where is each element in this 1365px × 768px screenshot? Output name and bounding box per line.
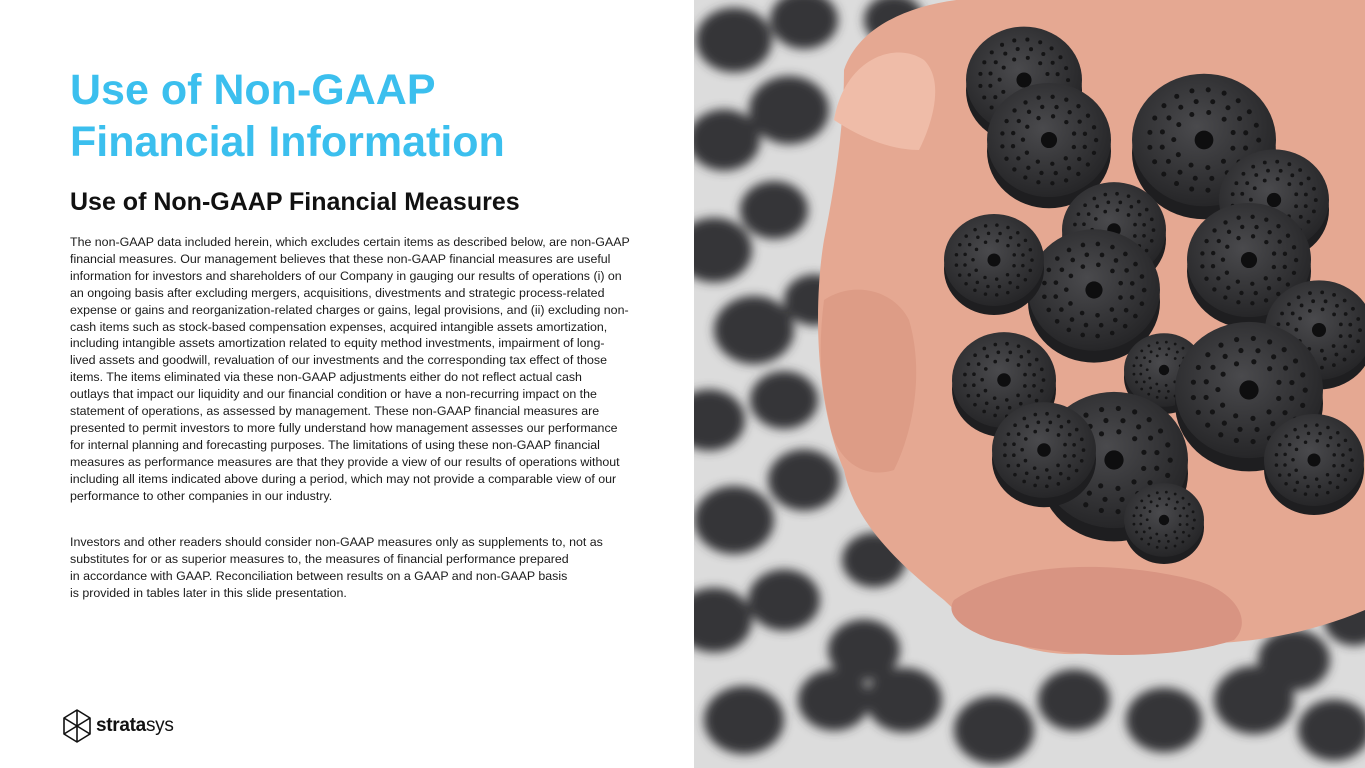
hand-holding-3d-printed-parts-image: [694, 0, 1365, 768]
background-part: [1126, 688, 1202, 753]
printed-part: [1124, 483, 1204, 564]
paragraph-1: [70, 234, 650, 505]
background-part: [704, 686, 784, 754]
text-line: for internal planning and forecasting purposes. The limitations of using these non-GAAP financial: [70, 437, 600, 452]
text-line: in accordance with GAAP. Reconciliation between results on a GAAP and non-GAAP basis: [70, 568, 568, 583]
text-line: Investors and other readers should consider non-GAAP measures only as supplements to, not as: [70, 535, 603, 549]
printed-part: [944, 214, 1044, 315]
background-part: [749, 76, 829, 144]
stratasys-logo: [62, 708, 174, 744]
background-part: [768, 449, 840, 510]
printed-part: [1264, 414, 1364, 515]
background-part: [750, 371, 818, 429]
background-part: [828, 619, 900, 680]
paragraph-2: [70, 534, 650, 602]
page-title-line-1: Use of Non-GAAP: [70, 66, 436, 114]
text-line: The non-GAAP data included herein, which excludes certain items as described below, are non-GAAP: [70, 235, 630, 249]
background-part: [714, 296, 794, 364]
background-part: [696, 8, 772, 73]
text-line: including intangible assets amortization related to equity method investments, impairment of long-: [70, 336, 605, 351]
text-line: performance to other companies in our industry.: [70, 488, 333, 503]
background-part: [1038, 669, 1110, 730]
page-title: [70, 64, 630, 168]
text-line: an ongoing basis after excluding mergers, acquisitions, divestments and strategic process-related: [70, 285, 605, 300]
text-line: outlays that impact our liquidity and our financial condition or have a non-recurring impact on the: [70, 387, 597, 402]
background-part: [694, 486, 774, 554]
text-line: lived assets and goodwill, revaluation of our investments and the corresponding tax effect of those: [70, 353, 608, 368]
stratasys-mark-icon: [62, 709, 92, 743]
text-line: financial measures. Our management believes that these non-GAAP financial measures are useful: [70, 251, 611, 266]
text-line: including all items indicated above during a period, which may not provide a comparable view of our: [70, 471, 617, 486]
section-subtitle: Use of Non-GAAP Financial Measures: [70, 188, 520, 216]
text-line: is provided in tables later in this slide presentation.: [70, 585, 347, 600]
text-line: substitutes for or as superior measures to, the measures of financial performance prepared: [70, 551, 569, 566]
text-line: information for investors and shareholders of our Company in gauging our results of operations (i) on: [70, 268, 622, 283]
background-part: [954, 696, 1034, 764]
background-part: [1258, 629, 1330, 690]
text-line: measures as performance measures are that they provide a view of our results of operations without: [70, 454, 620, 469]
background-part: [748, 569, 820, 630]
printed-part: [992, 402, 1096, 507]
text-line: items. The items eliminated via these non-GAAP adjustments either do not reflect actual cash: [70, 370, 582, 385]
background-part: [740, 181, 808, 239]
text-line: expense or gains and reorganization-related charges or gains, legal provisions, and (ii) excluding non-: [70, 302, 629, 317]
hero-photo: [694, 0, 1365, 768]
logo-wordmark-bold: strata: [96, 715, 146, 736]
text-line: presented to permit investors to more fully understand how management assesses our performance: [70, 420, 618, 435]
text-line: cash items such as stock-based compensation expenses, acquired intangible assets amortization,: [70, 319, 608, 334]
logo-wordmark-regular: sys: [145, 715, 174, 736]
logo-wordmark: [96, 715, 174, 737]
text-line: statement of operations, as assessed by management. These non-GAAP financial measures are: [70, 404, 600, 419]
page-title-line-2: Financial Information: [70, 118, 505, 166]
